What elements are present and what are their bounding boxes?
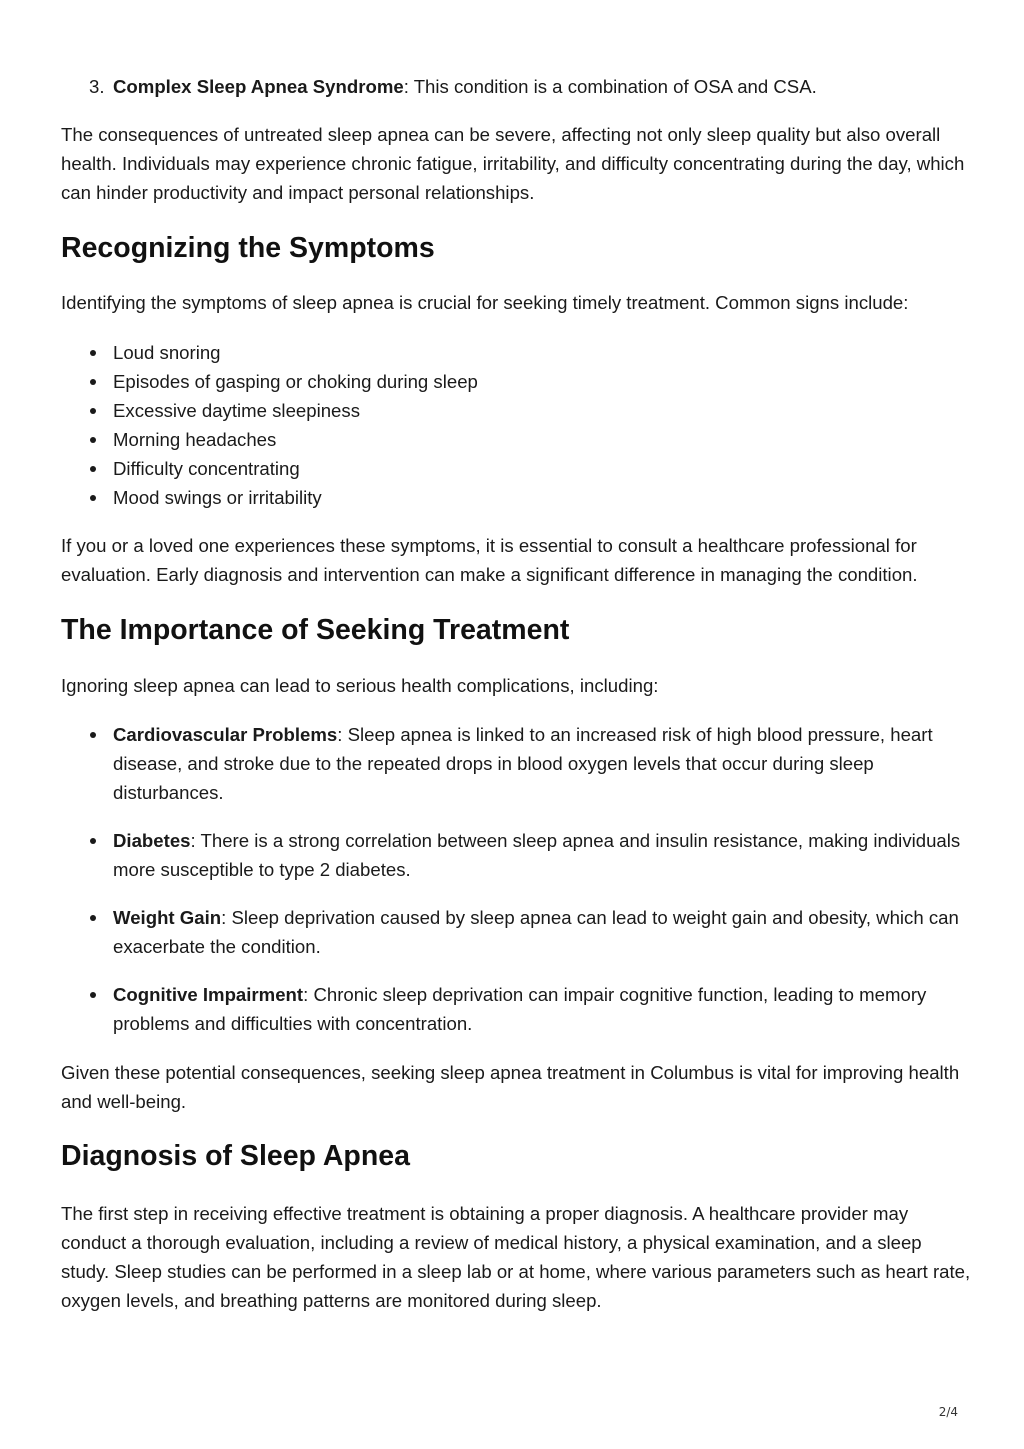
symptom-text: Morning headaches	[113, 429, 277, 450]
bullet-icon	[90, 437, 96, 443]
diagnosis-paragraph: The first step in receiving effective treatment is obtaining a proper diagnosis. A healthcare provider may conduct a thorough evaluation, including a review of medical history, a physical examination, and a sleep study. Sleep studies can be performed in a sleep lab or at home, where various parameters such as heart rate, oxygen levels, and breathing patterns are monitored during sleep.	[61, 1203, 971, 1311]
list-item	[61, 483, 971, 512]
list-item-number: 3.	[89, 76, 105, 97]
list-item	[61, 720, 971, 807]
list-item	[61, 338, 971, 367]
bullet-icon	[90, 992, 96, 998]
list-item	[61, 980, 971, 1038]
diagnosis-heading: Diagnosis of Sleep Apnea	[61, 1140, 410, 1172]
list-item	[61, 454, 971, 483]
complication-term: Cardiovascular Problems	[113, 724, 338, 745]
list-item-text: : This condition is a combination of OSA and CSA.	[403, 76, 817, 97]
bullet-icon	[90, 379, 96, 385]
symptom-text: Mood swings or irritability	[113, 487, 322, 508]
complication-term: Cognitive Impairment	[113, 984, 304, 1005]
bullet-icon	[90, 915, 96, 921]
list-item	[61, 903, 971, 961]
symptom-text: Episodes of gasping or choking during sleep	[113, 371, 478, 392]
complications-list	[61, 720, 971, 1038]
symptoms-heading: Recognizing the Symptoms	[61, 232, 435, 264]
bullet-icon	[90, 350, 96, 356]
bullet-icon	[90, 838, 96, 844]
bullet-icon	[90, 466, 96, 472]
complication-text: : Sleep deprivation caused by sleep apnea can lead to weight gain and obesity, which can exacerbate the condition.	[113, 907, 959, 957]
bullet-icon	[90, 495, 96, 501]
page-number: 2/4	[938, 1405, 958, 1419]
symptom-text: Excessive daytime sleepiness	[113, 400, 360, 421]
bullet-icon	[90, 408, 96, 414]
complication-text: : Sleep apnea is linked to an increased risk of high blood pressure, heart disease, and stroke due to the repeated drops in blood oxygen levels that occur during sleep disturbances.	[113, 724, 933, 803]
treatment-intro: Ignoring sleep apnea can lead to serious health complications, including:	[61, 675, 659, 696]
symptoms-intro: Identifying the symptoms of sleep apnea is crucial for seeking timely treatment. Common signs include:	[61, 292, 909, 313]
list-item	[61, 826, 971, 884]
list-item-term: Complex Sleep Apnea Syndrome	[113, 76, 404, 97]
list-item	[61, 72, 817, 101]
treatment-heading: The Importance of Seeking Treatment	[61, 614, 570, 646]
complication-term: Diabetes	[113, 830, 191, 851]
complication-term: Weight Gain	[113, 907, 222, 928]
consequences-paragraph: The consequences of untreated sleep apnea can be severe, affecting not only sleep quality but also overall health. Individuals may experience chronic fatigue, irritability, and difficulty concentrating during the day, which can hinder productivity and impact personal relationships.	[61, 124, 965, 203]
symptom-text: Loud snoring	[113, 342, 221, 363]
list-item	[61, 367, 971, 396]
list-item	[61, 396, 971, 425]
bullet-icon	[90, 732, 96, 738]
complication-text: : Chronic sleep deprivation can impair cognitive function, leading to memory problems and difficulties with concentration.	[113, 984, 927, 1034]
apnea-types-list	[61, 72, 817, 101]
complication-text: : There is a strong correlation between sleep apnea and insulin resistance, making individuals more susceptible to type 2 diabetes.	[113, 830, 961, 880]
treatment-outro: Given these potential consequences, seeking sleep apnea treatment in Columbus is vital for improving health and well-being.	[61, 1062, 960, 1112]
symptoms-outro: If you or a loved one experiences these symptoms, it is essential to consult a healthcare professional for evaluation. Early diagnosis and intervention can make a significant difference in managing the condition.	[61, 535, 918, 585]
symptom-text: Difficulty concentrating	[113, 458, 300, 479]
list-item	[61, 425, 971, 454]
symptoms-list	[61, 338, 971, 512]
